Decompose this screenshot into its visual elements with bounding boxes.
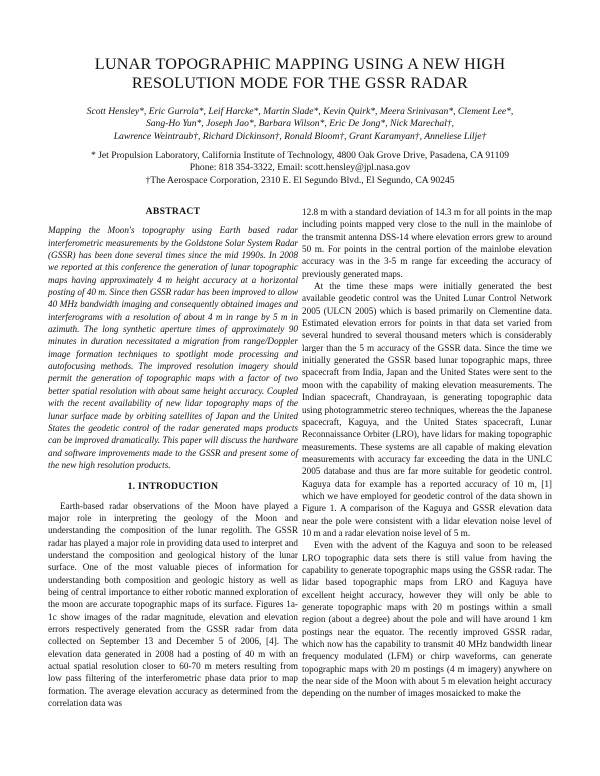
- affiliation-line-1: * Jet Propulsion Laboratory, California Institute of Technology, 4800 Oak Grove Drive, Pasadena, CA 91109: [91, 150, 509, 161]
- left-column: [48, 206, 298, 709]
- affiliation-line-2: Phone: 818 354-3322, Email: scott.hensley@jpl.nasa.gov: [189, 162, 411, 174]
- title-line-1: LUNAR TOPOGRAPHIC MAPPING USING A NEW HIGH: [94, 55, 506, 73]
- affiliation-line-3: †The Aerospace Corporation, 2310 E. El Segundo Blvd., El Segundo, CA 90245: [145, 174, 455, 186]
- authors-line-1: Scott Hensley*, Eric Gurrola*, Leif Harcke*, Martin Slade*, Kevin Quirk*, Meera Srinivasan*, Clement Lee*,: [86, 106, 514, 117]
- body-paragraph-1: 12.8 m with a standard deviation of 14.3 m for all points in the map including points mapped very close to the null in the mainlobe of the transmit antenna DSS-14 where elevation errors grew to around 50 m. For points in the central portion of the mainlobe elevation accuracy was in the 3-5 m range far exceeding the accuracy of previously generated maps.: [302, 207, 552, 279]
- author-list: [40, 106, 560, 143]
- right-column: [302, 206, 552, 700]
- abstract-heading: ABSTRACT: [145, 206, 201, 217]
- abstract-text: Mapping the Moon's topography using Earth based radar interferometric measurements by the Goldstone Solar System Radar (GSSR) has been done several times since the mid 1990s. In 2008 we reported at this conference the generation of lunar topographic maps having approximately 4 m height accuracy at a horizontal posting of 40 m. Since then GSSR radar has been improved to allow 40 MHz bandwidth imaging and consequently obtained images and interferograms with a resolution of about 4 m in range by 5 m in azimuth. The long synthetic aperture times of approximately 90 minutes in duration necessitated a migration from range/Doppler image formation techniques to spotlight mode processing and autofocusing methods. The improved resolution imagery should permit the generation of topographic maps with a factor of two better spatial resolution with about same height accuracy. Coupled with the recent availability of new lidar topography maps of the lunar surface made by orbiting satellites of Japan and the United States the geodetic control of the radar generated maps products can be improved dramatically. This paper will discuss the hardware and software improvements made to the GSSR and present some of the new high resolution products.: [48, 225, 298, 470]
- introduction-paragraph: Earth-based radar observations of the Moon have played a major role in interpreting the geology of the Moon and understanding the composition of the lunar regolith. The GSSR radar has played a major role in providing data used to interpret and understand the composition and geological history of the lunar surface. One of the most valuable pieces of information for understanding both composition and geologic history as well as being of central importance to either robotic manned exploration of the moon are accurate topographic maps of its surface. Figures 1a-1c show images of the radar magnitude, elevation and elevation errors respectively generated from the GSSR radar from data collected on September 13 and December 5 of 2006, [4]. The elevation data generated in 2008 had a posting of 40 m with an actual spatial resolution closer to 60-70 m meters resulting from low pass filtering of the interferometric phase data prior to map formation. The average elevation accuracy as determined from the correlation data was: [48, 500, 298, 709]
- authors-line-2: Sang-Ho Yun*, Joseph Jao*, Barbara Wilson*, Eric De Jong*, Nick Marechal†,: [145, 118, 455, 130]
- paper-title: [60, 55, 540, 93]
- introduction-heading: 1. INTRODUCTION: [127, 481, 219, 493]
- title-line-2: RESOLUTION MODE FOR THE GSSR RADAR: [131, 74, 469, 92]
- affiliations: [40, 150, 560, 187]
- body-paragraph-3: Even with the advent of the Kaguya and soon to be released LRO topographic data sets there is still value from having the capability to generate topographic maps using the GSSR radar. The lidar based topographic maps from LRO and Kaguya have excellent height accuracy, however they will only be able to generate topographic maps with 20 m postings within a small region (about a degree) about the pole and will have around 1 km postings near the equator. The recently improved GSSR radar, which now has the capability to transmit 40 MHz bandwidth linear frequency modulated (LFM) or chirp waveforms, can generate topographic maps with 20 m postings (4 m imagery) anywhere on the near side of the Moon with about 5 m elevation height accuracy depending on the number of images mosaicked to make the: [302, 540, 552, 699]
- body-paragraph-2: At the time these maps were initially generated the best available geodetic control was the United Lunar Control Network 2005 (ULCN 2005) which is based primarily on Clementine data. Estimated elevation errors for points in that data set varied from several hundred to several thousand meters which is considerably larger than the 5 m accuracy of the GSSR data. Since the time we initially generated the GSSR based lunar topographic maps, three spacecraft from India, Japan and the United States were sent to the moon with the capability of making elevation measurements. The Indian spacecraft, Chandrayaan, is generating topographic data using photogrammetric stereo techniques, whereas the the Japanese spacecraft, Kaguya, and the United States spacecraft, Lunar Reconnaissance Orbiter (LRO), have lidars for making topographic measurements. These systems are all capable of making elevation measurements with accuracy far exceeding the data in the UNLC 2005 database and thus are far more suitable for geodetic control. Kaguya data for example has a reported accuracy of 10 m, [1] which we have employed for geodetic control of the data shown in Figure 1. A comparison of the Kaguya and GSSR elevation data near the pole were consistent with a lidar elevation noise level of 10 m and a radar elevation noise level of 5 m.: [302, 281, 552, 538]
- authors-line-3: Lawrence Weintraub†, Richard Dickinson†, Ronald Bloom†, Grant Karamyan†, Anneliese Lilje†: [113, 130, 487, 142]
